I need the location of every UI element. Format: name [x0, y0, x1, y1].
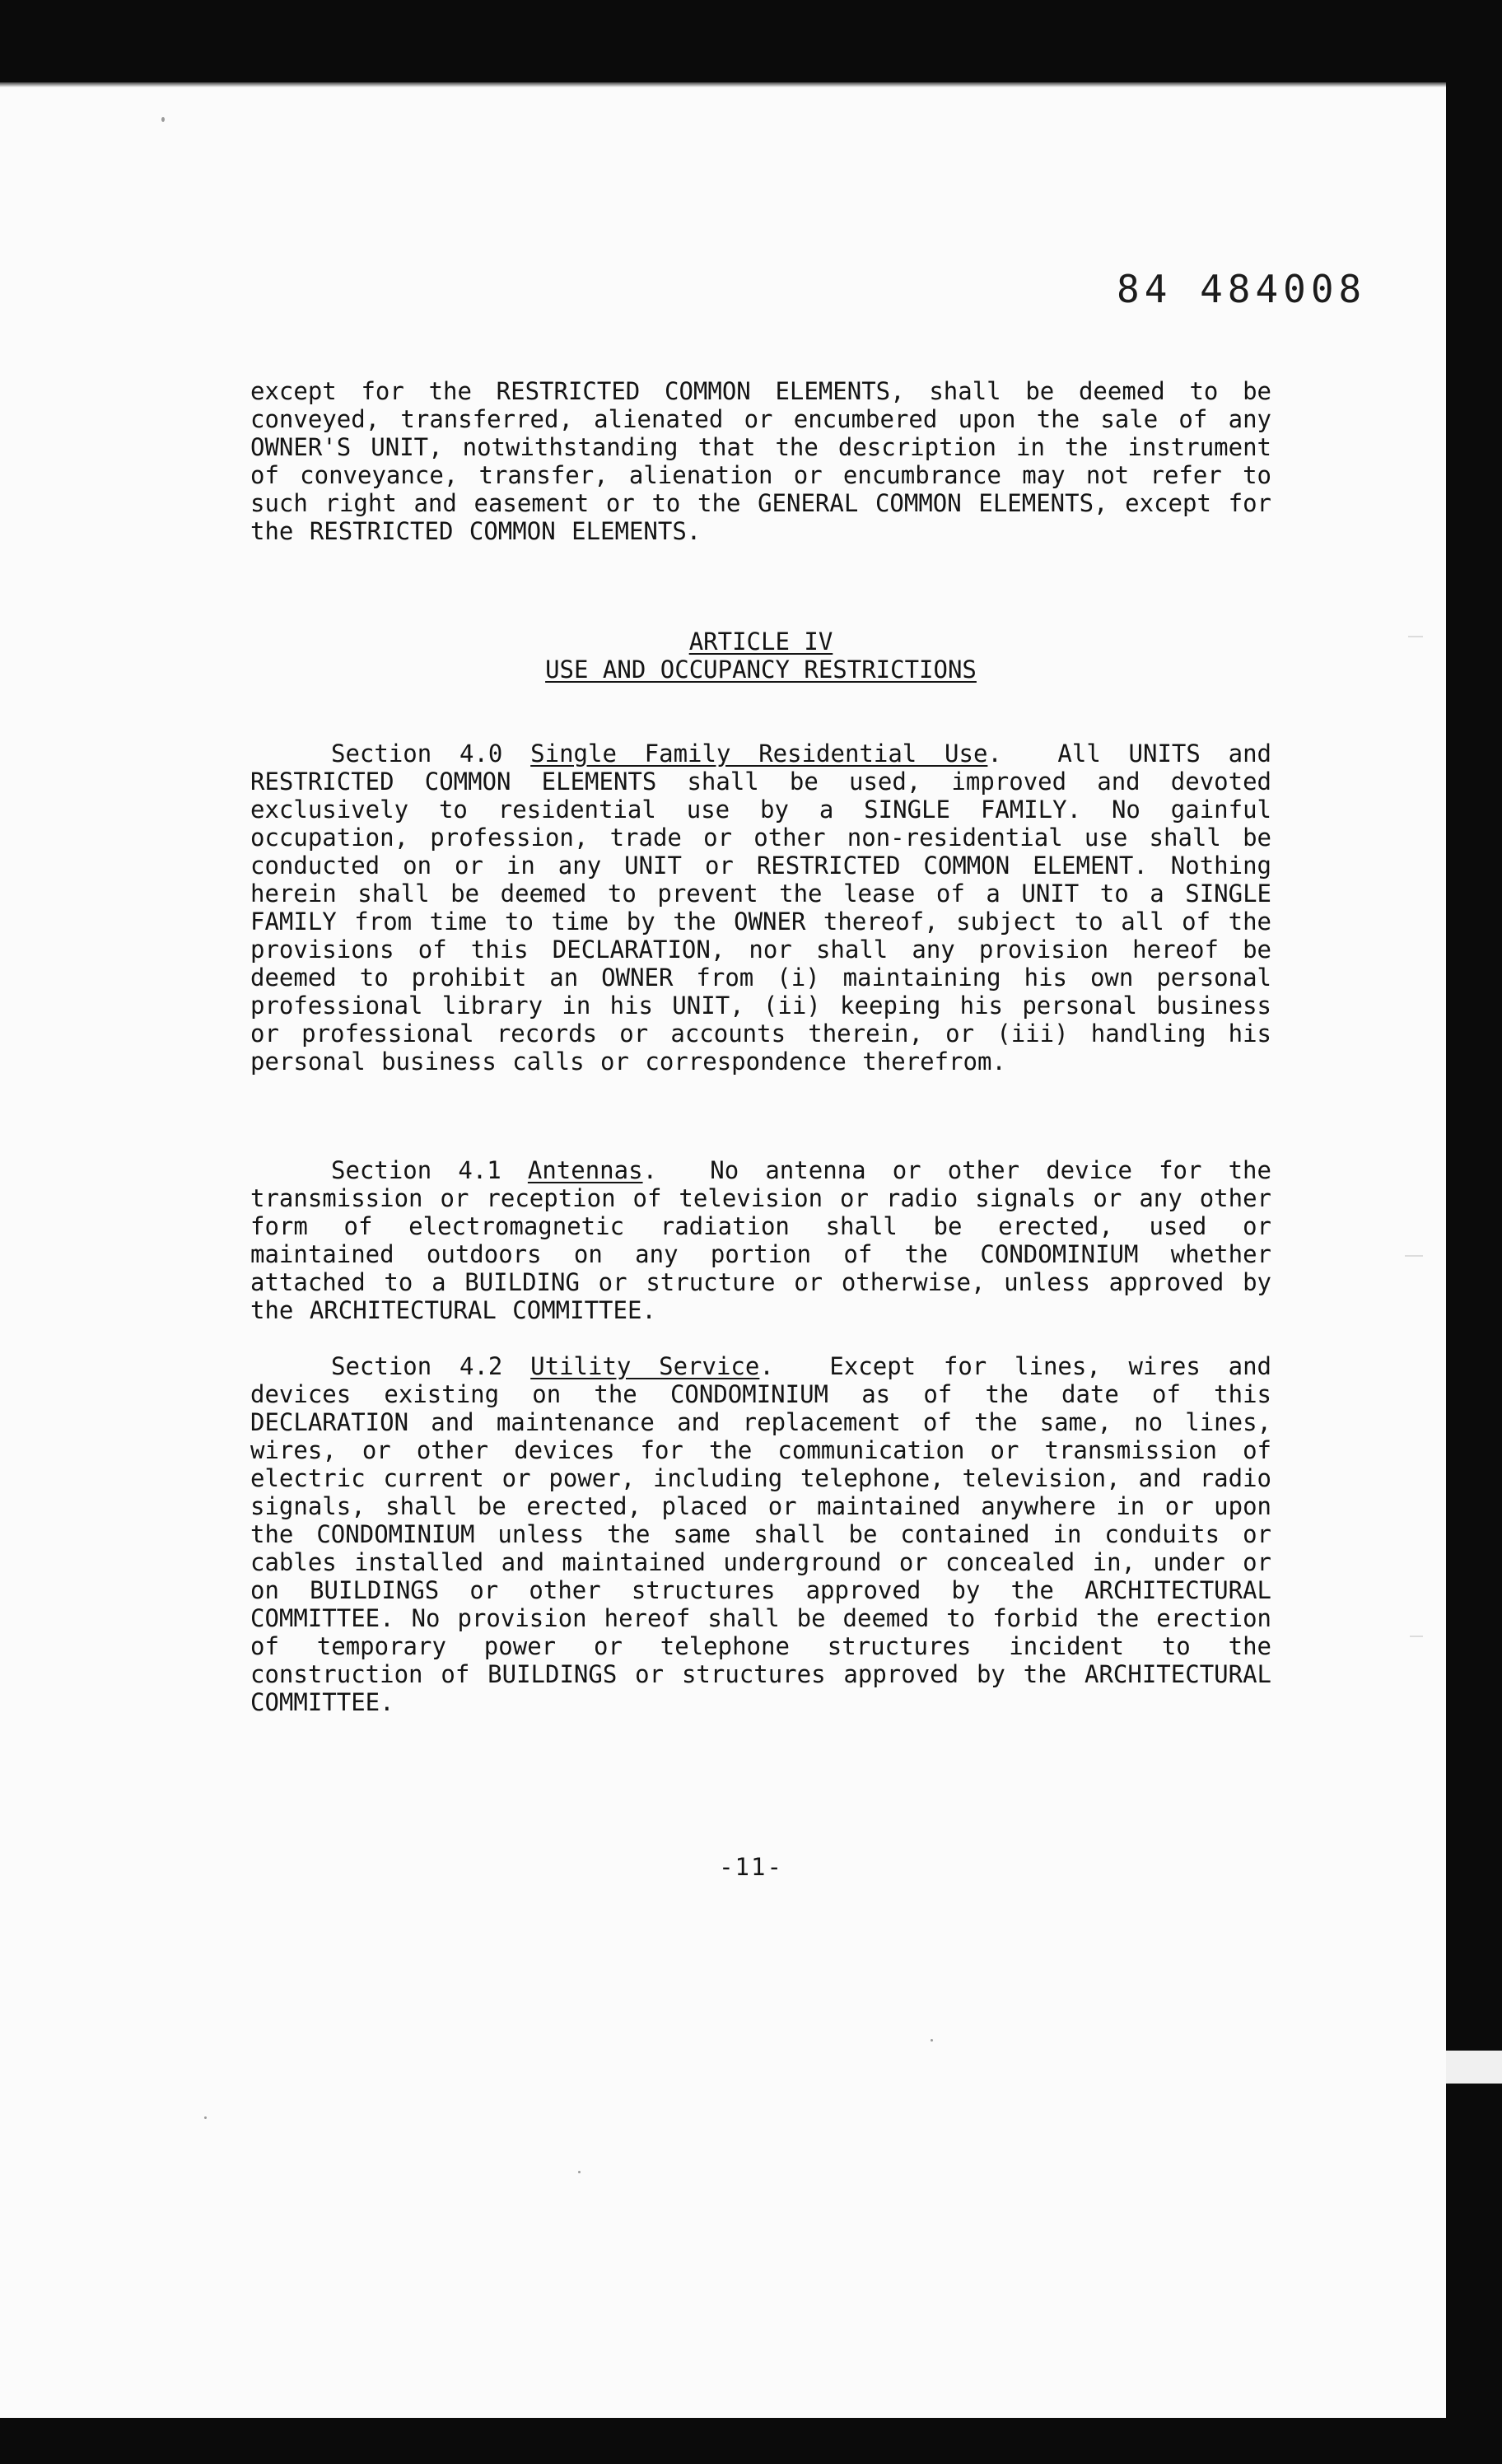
- section-heading: Utility Service: [530, 1352, 760, 1380]
- section-heading: Antennas: [527, 1156, 643, 1184]
- section-number: Section 4.1: [331, 1156, 501, 1184]
- section-4-0: Section 4.0 Single Family Residential Use. All UNITS and RESTRICTED COMMON ELEMENTS shall be used, improved and devoted exclusively to residential use by a SINGLE FAMILY. No gainful occupation, profession, trade or other non-residential use shall be conducted on or in any UNIT or RESTRICTED COMMON ELEMENT. Nothing herein shall be deemed to prevent the lease of a UNIT to a SINGLE FAMILY from time to time by the OWNER thereof, subject to all of the provisions of this DECLARATION, nor shall any provision hereof be deemed to prohibit an OWNER from (i) maintaining his own personal professional library in his UNIT, (ii) keeping his personal business or professional records or accounts therein, or (iii) handling his personal business calls or correspondence therefrom.: [250, 740, 1271, 1076]
- article-title: ARTICLE IV: [688, 628, 833, 656]
- scan-border-top: [0, 0, 1502, 82]
- scan-speck: [578, 2171, 581, 2173]
- section-number: Section 4.2: [331, 1352, 503, 1380]
- scan-mark: [1408, 636, 1423, 637]
- scan-mark: [1410, 1636, 1423, 1637]
- article-subtitle: USE AND OCCUPANCY RESTRICTIONS: [545, 656, 977, 684]
- section-body: No antenna or other device for the transmission or reception of television or radio signals or any other form of electromagnetic radiation shall be erected, used or maintained outdoors on any portion of the CONDOMINIUM whether attached to a BUILDING or structure or otherwise, unless approved by the ARCHITECTURAL COMMITTEE.: [250, 1156, 1271, 1324]
- section-body: All UNITS and RESTRICTED COMMON ELEMENTS shall be used, improved and devoted exclusively to residential use by a SINGLE FAMILY. No gainful occupation, profession, trade or other non-residential use shall be conducted on or in any UNIT or RESTRICTED COMMON ELEMENT. Nothing herein shall be deemed to prevent the lease of a UNIT to a SINGLE FAMILY from time to time by the OWNER thereof, subject to all of the provisions of this DECLARATION, nor shall any provision hereof be deemed to prohibit an OWNER from (i) maintaining his own personal professional library in his UNIT, (ii) keeping his personal business or professional records or accounts therein, or (iii) handling his personal business calls or correspondence therefrom.: [250, 740, 1271, 1076]
- document-number: 84 484008: [1117, 267, 1367, 311]
- scan-speck: [931, 2039, 933, 2042]
- page-number: -11-: [719, 1853, 783, 1881]
- section-number: Section 4.0: [331, 740, 503, 768]
- section-4-1: Section 4.1 Antennas. No antenna or other device for the transmission or reception of television or radio signals or any other form of electromagnetic radiation shall be erected, used or maintained outdoors on any portion of the CONDOMINIUM whether attached to a BUILDING or structure or otherwise, unless approved by the ARCHITECTURAL COMMITTEE.: [250, 1156, 1271, 1324]
- scan-speck: [204, 2116, 207, 2119]
- section-heading: Single Family Residential Use: [530, 740, 988, 768]
- scan-artifact-notch: [1446, 2051, 1502, 2084]
- scan-border-bottom: [0, 2418, 1502, 2464]
- opening-paragraph: except for the RESTRICTED COMMON ELEMENTS, shall be deemed to be conveyed, transferred, alienated or encumbered upon the sale of any OWNER'S UNIT, notwithstanding that the description in the instrument of conveyance, transfer, alienation or encumbrance may not refer to such right and easement or to the GENERAL COMMON ELEMENTS, except for the RESTRICTED COMMON ELEMENTS.: [250, 377, 1271, 545]
- section-4-2: Section 4.2 Utility Service. Except for lines, wires and devices existing on the CONDOMINIUM as of the date of this DECLARATION and maintenance and replacement of the same, no lines, wires, or other devices for the communication or transmission of electric current or power, including telephone, television, and radio signals, shall be erected, placed or maintained anywhere in or upon the CONDOMINIUM unless the same shall be contained in conduits or cables installed and maintained underground or concealed in, under or on BUILDINGS or other structures approved by the ARCHITECTURAL COMMITTEE. No provision hereof shall be deemed to forbid the erection of temporary power or telephone structures incident to the construction of BUILDINGS or structures approved by the ARCHITECTURAL COMMITTEE.: [250, 1352, 1271, 1716]
- scan-mark: [1405, 1255, 1423, 1257]
- section-body: Except for lines, wires and devices existing on the CONDOMINIUM as of the date of this DECLARATION and maintenance and replacement of the same, no lines, wires, or other devices for the communication or transmission of electric current or power, including telephone, television, and radio signals, shall be erected, placed or maintained anywhere in or upon the CONDOMINIUM unless the same shall be contained in conduits or cables installed and maintained underground or concealed in, under or on BUILDINGS or other structures approved by the ARCHITECTURAL COMMITTEE. No provision hereof shall be deemed to forbid the erection of temporary power or telephone structures incident to the construction of BUILDINGS or structures approved by the ARCHITECTURAL COMMITTEE.: [250, 1352, 1271, 1716]
- scan-speck: [161, 117, 165, 122]
